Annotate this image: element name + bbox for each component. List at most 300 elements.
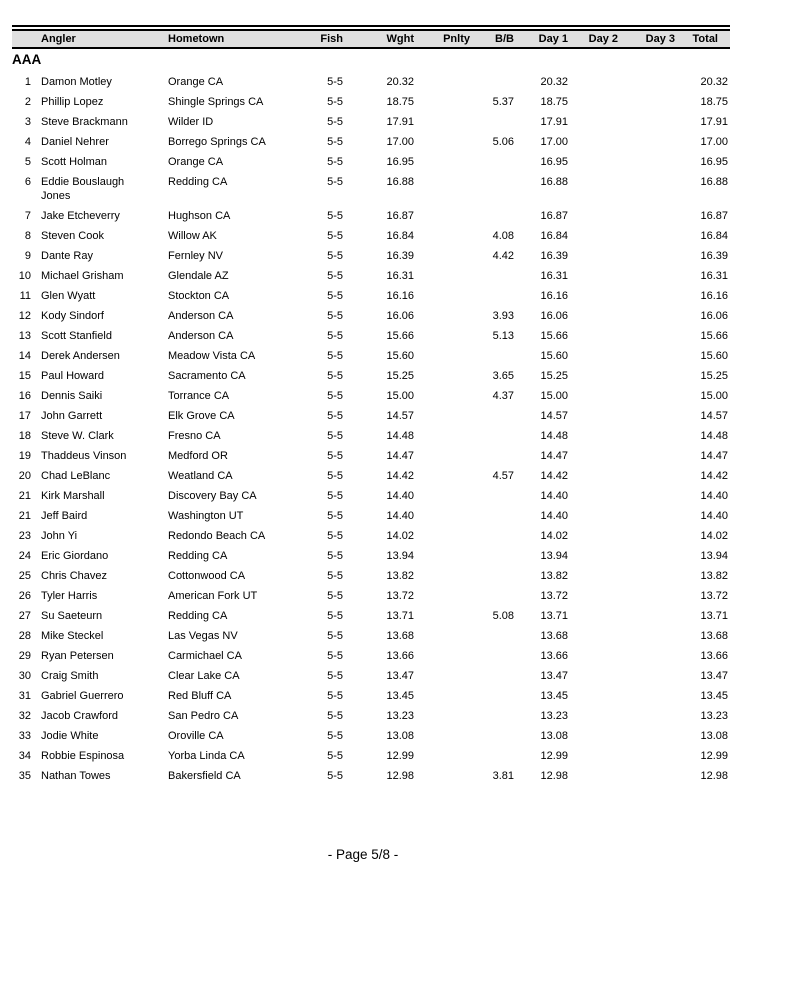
cell-pnlty [416,246,472,266]
cell-day1: 14.40 [540,490,568,502]
cell-pnlty [416,286,472,306]
cell-bb [472,346,516,366]
cell-pnlty [416,626,472,646]
cell-rank: 20 [18,470,31,482]
cell-rank: 1 [24,76,31,88]
cell-day2 [570,606,620,626]
cell-bb [472,506,516,526]
cell-angler [33,226,160,246]
cell-pnlty [416,172,472,206]
column-header-fish: Fish [310,30,345,48]
cell-day3 [620,206,677,226]
angler-name: Robbie Espinosa [41,750,125,762]
cell-fish: 5-5 [327,630,343,642]
cell-day1: 14.42 [540,470,568,482]
cell-hometown: Hughson CA [168,210,231,222]
cell-day1: 13.82 [540,570,568,582]
cell-wght: 12.98 [386,770,414,782]
angler-name: Eddie Bouslaugh Jones [41,176,125,202]
cell-rank: 9 [24,250,31,262]
cell-angler [33,426,160,446]
cell-wght: 13.72 [386,590,414,602]
cell-day3 [620,426,677,446]
cell-total: 18.75 [700,96,728,108]
cell-angler [33,466,160,486]
table-row [12,526,730,546]
cell-day1: 13.45 [540,690,568,702]
column-header-hometown: Hometown [160,30,310,48]
table-row [12,706,730,726]
cell-hometown: Shingle Springs CA [168,96,264,108]
angler-name: Scott Holman [41,156,108,168]
cell-day1: 13.72 [540,590,568,602]
cell-wght: 14.40 [386,510,414,522]
table-row [12,132,730,152]
cell-day1: 12.99 [540,750,568,762]
cell-rank: 16 [18,390,31,402]
cell-day1: 13.47 [540,670,568,682]
cell-fish: 5-5 [327,116,343,128]
cell-hometown: Carmichael CA [168,650,242,662]
cell-bb [472,426,516,446]
cell-angler [33,666,160,686]
cell-total: 16.88 [700,176,728,188]
cell-day1: 16.84 [540,230,568,242]
angler-name: Glen Wyatt [41,290,96,302]
cell-rank: 5 [24,156,31,168]
table-row [12,386,730,406]
cell-fish: 5-5 [327,230,343,242]
cell-hometown: Red Bluff CA [168,690,232,702]
cell-day3 [620,346,677,366]
cell-angler [33,326,160,346]
cell-wght: 14.40 [386,490,414,502]
column-header-total: Total [677,30,730,48]
cell-angler [33,72,160,92]
cell-day3 [620,172,677,206]
cell-hometown: Borrego Springs CA [168,136,266,148]
cell-hometown: Washington UT [168,510,244,522]
cell-day1: 15.66 [540,330,568,342]
cell-pnlty [416,566,472,586]
cell-day1: 14.47 [540,450,568,462]
cell-fish: 5-5 [327,96,343,108]
cell-fish: 5-5 [327,136,343,148]
cell-total: 16.87 [700,210,728,222]
cell-total: 16.95 [700,156,728,168]
cell-angler [33,112,160,132]
cell-pnlty [416,686,472,706]
table-row [12,426,730,446]
cell-wght: 14.47 [386,450,414,462]
cell-day3 [620,626,677,646]
cell-bb [472,626,516,646]
cell-hometown: Redondo Beach CA [168,530,266,542]
cell-bb [472,666,516,686]
cell-day1: 16.31 [540,270,568,282]
cell-day3 [620,226,677,246]
cell-bb [472,446,516,466]
cell-day2 [570,586,620,606]
cell-hometown: Anderson CA [168,310,234,322]
table-row [12,606,730,626]
cell-fish: 5-5 [327,590,343,602]
cell-fish: 5-5 [327,156,343,168]
header-row [12,30,730,48]
cell-day1: 13.71 [540,610,568,622]
cell-bb [472,746,516,766]
cell-day1: 12.98 [540,770,568,782]
cell-rank: 25 [18,570,31,582]
cell-angler [33,286,160,306]
cell-hometown: Discovery Bay CA [168,490,257,502]
cell-day1: 13.68 [540,630,568,642]
cell-fish: 5-5 [327,390,343,402]
cell-day3 [620,546,677,566]
top-rule [12,25,730,27]
angler-name: John Yi [41,530,78,542]
cell-rank: 13 [18,330,31,342]
cell-pnlty [416,386,472,406]
angler-name: Su Saeteurn [41,610,103,622]
cell-angler [33,206,160,226]
cell-fish: 5-5 [327,730,343,742]
cell-fish: 5-5 [327,770,343,782]
cell-angler [33,566,160,586]
cell-fish: 5-5 [327,610,343,622]
cell-hometown: Las Vegas NV [168,630,238,642]
cell-pnlty [416,506,472,526]
cell-day2 [570,726,620,746]
cell-bb [472,286,516,306]
cell-total: 13.94 [700,550,728,562]
column-header-wght: Wght [345,30,416,48]
table-row [12,746,730,766]
cell-day2 [570,666,620,686]
cell-fish: 5-5 [327,450,343,462]
table-row [12,346,730,366]
angler-name: Kirk Marshall [41,490,105,502]
cell-rank: 31 [18,690,31,702]
cell-fish: 5-5 [327,570,343,582]
cell-day1: 17.91 [540,116,568,128]
cell-bb [472,72,516,92]
cell-bb: 5.06 [492,136,514,148]
angler-name: Chad LeBlanc [41,470,111,482]
cell-fish: 5-5 [327,176,343,188]
cell-fish: 5-5 [327,690,343,702]
cell-bb: 3.65 [492,370,514,382]
table-row [12,506,730,526]
cell-angler [33,626,160,646]
cell-bb [472,486,516,506]
cell-fish: 5-5 [327,76,343,88]
cell-day3 [620,486,677,506]
cell-day2 [570,226,620,246]
cell-rank: 3 [24,116,31,128]
cell-fish: 5-5 [327,530,343,542]
cell-fish: 5-5 [327,410,343,422]
cell-total: 14.02 [700,530,728,542]
cell-hometown: Yorba Linda CA [168,750,245,762]
cell-day2 [570,92,620,112]
angler-name: John Garrett [41,410,103,422]
cell-bb: 4.37 [492,390,514,402]
cell-fish: 5-5 [327,470,343,482]
cell-total: 15.60 [700,350,728,362]
cell-rank: 18 [18,430,31,442]
cell-bb [472,152,516,172]
cell-rank: 26 [18,590,31,602]
cell-day3 [620,366,677,386]
cell-wght: 17.00 [386,136,414,148]
table-row [12,246,730,266]
cell-bb [472,112,516,132]
cell-rank: 32 [18,710,31,722]
angler-name: Craig Smith [41,670,99,682]
cell-wght: 16.95 [386,156,414,168]
cell-wght: 15.00 [386,390,414,402]
column-header-day3: Day 3 [620,30,677,48]
table-row [12,566,730,586]
cell-day1: 15.25 [540,370,568,382]
cell-hometown: Meadow Vista CA [168,350,256,362]
table-row [12,112,730,132]
cell-day1: 16.88 [540,176,568,188]
cell-day2 [570,506,620,526]
cell-total: 17.00 [700,136,728,148]
cell-rank: 4 [24,136,31,148]
angler-name: Steve W. Clark [41,430,114,442]
cell-total: 14.40 [700,510,728,522]
cell-angler [33,446,160,466]
table-row [12,206,730,226]
cell-wght: 13.23 [386,710,414,722]
cell-day3 [620,132,677,152]
cell-bb: 4.57 [492,470,514,482]
cell-day1: 14.40 [540,510,568,522]
cell-total: 13.45 [700,690,728,702]
cell-pnlty [416,346,472,366]
cell-total: 14.42 [700,470,728,482]
cell-day3 [620,246,677,266]
cell-wght: 13.08 [386,730,414,742]
cell-angler [33,506,160,526]
cell-hometown: American Fork UT [168,590,258,602]
cell-angler [33,526,160,546]
cell-day1: 16.39 [540,250,568,262]
cell-rank: 29 [18,650,31,662]
cell-hometown: Fresno CA [168,430,221,442]
cell-pnlty [416,266,472,286]
table-row [12,306,730,326]
angler-name: Jacob Crawford [41,710,119,722]
cell-pnlty [416,746,472,766]
cell-day3 [620,466,677,486]
cell-rank: 19 [18,450,31,462]
table-row [12,486,730,506]
cell-bb: 4.08 [492,230,514,242]
cell-day1: 13.08 [540,730,568,742]
cell-total: 13.71 [700,610,728,622]
cell-day1: 13.66 [540,650,568,662]
cell-bb [472,172,516,206]
cell-total: 13.47 [700,670,728,682]
table-row [12,726,730,746]
cell-rank: 17 [18,410,31,422]
cell-total: 14.40 [700,490,728,502]
column-header-bb: B/B [472,30,516,48]
cell-pnlty [416,366,472,386]
cell-pnlty [416,466,472,486]
angler-name: Daniel Nehrer [41,136,109,148]
cell-day2 [570,366,620,386]
cell-pnlty [416,92,472,112]
cell-fish: 5-5 [327,510,343,522]
cell-day2 [570,172,620,206]
table-row [12,172,730,206]
cell-day2 [570,266,620,286]
angler-name: Scott Stanfield [41,330,112,342]
angler-name: Dante Ray [41,250,93,262]
cell-day3 [620,506,677,526]
cell-angler [33,546,160,566]
cell-hometown: Oroville CA [168,730,224,742]
cell-total: 13.23 [700,710,728,722]
cell-day2 [570,406,620,426]
cell-total: 12.98 [700,770,728,782]
cell-day3 [620,646,677,666]
cell-pnlty [416,706,472,726]
cell-wght: 15.66 [386,330,414,342]
cell-day3 [620,666,677,686]
cell-hometown: Glendale AZ [168,270,229,282]
cell-hometown: Elk Grove CA [168,410,235,422]
cell-bb [472,546,516,566]
cell-bb [472,566,516,586]
cell-hometown: Orange CA [168,156,224,168]
cell-pnlty [416,206,472,226]
cell-wght: 15.60 [386,350,414,362]
cell-day3 [620,92,677,112]
cell-rank: 28 [18,630,31,642]
cell-fish: 5-5 [327,270,343,282]
cell-wght: 14.48 [386,430,414,442]
cell-wght: 13.82 [386,570,414,582]
cell-rank: 33 [18,730,31,742]
cell-day2 [570,326,620,346]
cell-hometown: Torrance CA [168,390,230,402]
cell-day2 [570,646,620,666]
angler-name: Gabriel Guerrero [41,690,124,702]
table-row [12,586,730,606]
cell-hometown: Clear Lake CA [168,670,240,682]
angler-name: Steven Cook [41,230,104,242]
cell-total: 14.47 [700,450,728,462]
cell-fish: 5-5 [327,430,343,442]
angler-name: Kody Sindorf [41,310,104,322]
cell-total: 13.66 [700,650,728,662]
cell-day3 [620,746,677,766]
cell-hometown: Anderson CA [168,330,234,342]
cell-angler [33,172,160,206]
cell-day2 [570,132,620,152]
cell-day2 [570,626,620,646]
cell-angler [33,406,160,426]
cell-fish: 5-5 [327,210,343,222]
cell-wght: 20.32 [386,76,414,88]
cell-hometown: Redding CA [168,550,228,562]
cell-rank: 7 [24,210,31,222]
cell-day2 [570,112,620,132]
cell-total: 13.08 [700,730,728,742]
cell-day1: 16.87 [540,210,568,222]
cell-day1: 16.06 [540,310,568,322]
cell-day2 [570,152,620,172]
cell-rank: 34 [18,750,31,762]
cell-day2 [570,446,620,466]
cell-total: 14.57 [700,410,728,422]
cell-wght: 16.31 [386,270,414,282]
cell-day2 [570,72,620,92]
cell-day3 [620,566,677,586]
cell-day3 [620,386,677,406]
cell-rank: 27 [18,610,31,622]
cell-bb: 4.42 [492,250,514,262]
cell-day1: 14.48 [540,430,568,442]
cell-hometown: Medford OR [168,450,228,462]
cell-rank: 14 [18,350,31,362]
cell-pnlty [416,112,472,132]
cell-day2 [570,686,620,706]
table-row [12,546,730,566]
cell-bb [472,406,516,426]
cell-bb [472,526,516,546]
cell-pnlty [416,766,472,786]
cell-pnlty [416,426,472,446]
cell-total: 17.91 [700,116,728,128]
cell-day3 [620,326,677,346]
results-header-table [12,29,730,49]
cell-day3 [620,686,677,706]
cell-day1: 15.60 [540,350,568,362]
cell-total: 20.32 [700,76,728,88]
cell-wght: 16.16 [386,290,414,302]
cell-hometown: Weatland CA [168,470,233,482]
cell-day2 [570,566,620,586]
cell-hometown: San Pedro CA [168,710,239,722]
cell-bb: 5.13 [492,330,514,342]
cell-total: 15.25 [700,370,728,382]
cell-bb [472,646,516,666]
cell-day3 [620,726,677,746]
cell-total: 16.39 [700,250,728,262]
table-row [12,646,730,666]
cell-wght: 16.06 [386,310,414,322]
cell-angler [33,132,160,152]
cell-angler [33,366,160,386]
cell-pnlty [416,406,472,426]
cell-fish: 5-5 [327,550,343,562]
cell-day3 [620,266,677,286]
cell-total: 16.16 [700,290,728,302]
angler-name: Derek Andersen [41,350,120,362]
cell-wght: 16.87 [386,210,414,222]
cell-bb: 3.93 [492,310,514,322]
cell-wght: 13.71 [386,610,414,622]
cell-angler [33,486,160,506]
cell-rank: 12 [18,310,31,322]
